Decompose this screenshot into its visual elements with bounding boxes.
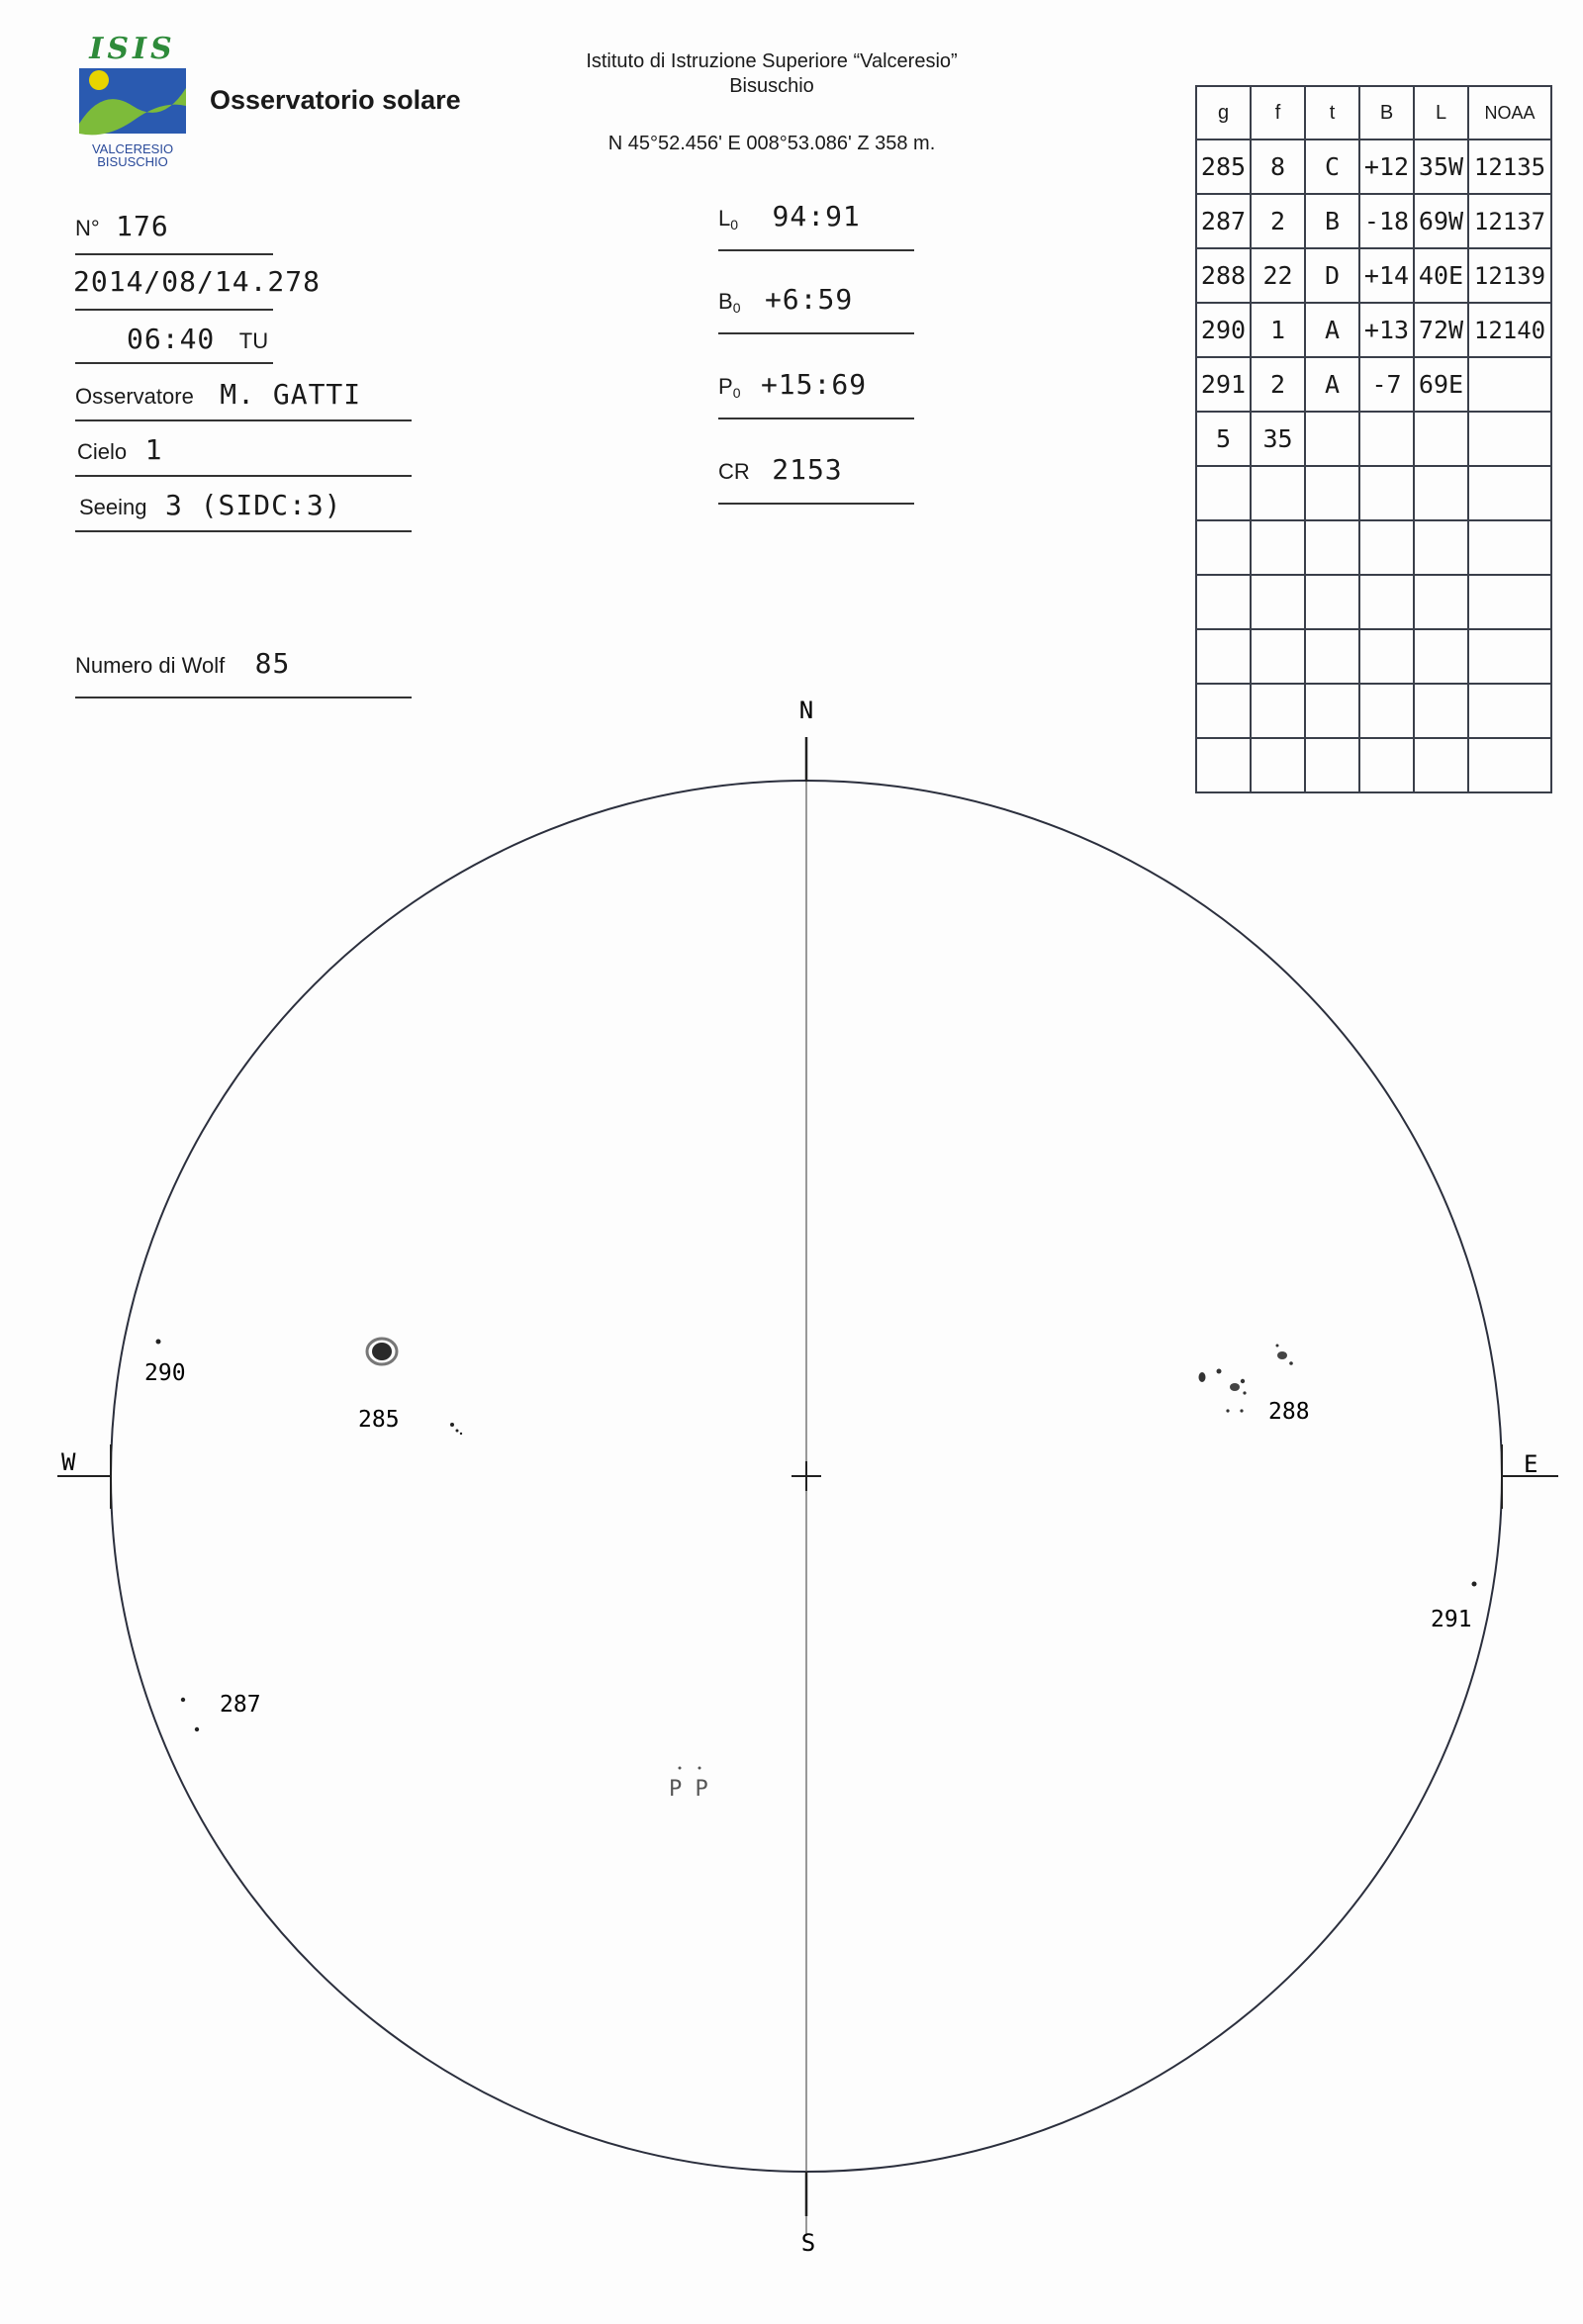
sky-value: 1	[144, 433, 163, 466]
table-cell: +13	[1359, 303, 1414, 357]
observatory-title: Osservatorio solare	[210, 85, 461, 115]
sunspot-288	[1226, 1409, 1229, 1412]
table-cell: 22	[1251, 248, 1305, 303]
b0-label: B	[718, 289, 733, 314]
table-cell: 2	[1251, 194, 1305, 248]
observation-number-label: N°	[75, 216, 100, 240]
sunspot-288	[1230, 1383, 1240, 1391]
group-label-285: 285	[358, 1407, 400, 1433]
seeing-label: Seeing	[79, 495, 147, 519]
table-cell: 1	[1251, 303, 1305, 357]
group-label-290: 290	[144, 1360, 186, 1386]
group-label-287: 287	[220, 1692, 261, 1718]
sunspot-288	[1241, 1379, 1245, 1383]
sky-label: Cielo	[77, 439, 128, 464]
table-cell: +12	[1359, 139, 1414, 194]
station-coordinates: N 45°52.456' E 008°53.086' Z 358 m.	[607, 133, 936, 154]
table-cell: 12139	[1468, 248, 1551, 303]
south-label: S	[800, 2229, 816, 2257]
group-label-291: 291	[1431, 1607, 1472, 1632]
p0-subscript: 0	[732, 385, 741, 402]
observation-date: 2014/08/14.278	[73, 265, 322, 298]
table-cell: 72W	[1414, 303, 1468, 357]
pp-mark-dot	[679, 1767, 682, 1770]
l0-subscript: 0	[730, 217, 739, 233]
wolf-value: 85	[254, 647, 291, 680]
table-cell: 5	[1196, 412, 1251, 466]
table-cell: A	[1305, 357, 1359, 412]
table-cell: 287	[1196, 194, 1251, 248]
sunspot-288	[1276, 1345, 1279, 1348]
sunspot-287-a	[181, 1698, 185, 1702]
table-cell: 12140	[1468, 303, 1551, 357]
seeing-value: 3 (SIDC:3)	[164, 489, 342, 521]
table-cell: C	[1305, 139, 1359, 194]
col-header-f: f	[1251, 86, 1305, 139]
table-cell: 12135	[1468, 139, 1551, 194]
sunspot-285-follower	[450, 1423, 454, 1427]
b0-value: +6:59	[764, 283, 854, 316]
table-cell: D	[1305, 248, 1359, 303]
table-cell: 2	[1251, 357, 1305, 412]
table-cell: 40E	[1414, 248, 1468, 303]
table-cell: B	[1305, 194, 1359, 248]
north-label: N	[798, 697, 814, 724]
pp-mark-dot	[698, 1767, 701, 1770]
table-cell: 35	[1251, 412, 1305, 466]
table-cell: 35W	[1414, 139, 1468, 194]
table-cell: +14	[1359, 248, 1414, 303]
east-label: E	[1524, 1450, 1538, 1478]
sunspot-288	[1217, 1369, 1222, 1374]
col-header-b: B	[1359, 86, 1414, 139]
carrington-label: CR	[718, 459, 750, 484]
sunspot-288	[1277, 1351, 1287, 1359]
wolf-label: Numero di Wolf	[75, 653, 226, 678]
observer-label: Osservatore	[75, 384, 194, 409]
sunspot-285-follower	[460, 1433, 462, 1435]
logo-subtitle: VALCERESIO BISUSCHIO	[91, 141, 174, 169]
col-header-t: t	[1305, 86, 1359, 139]
observer-value: M. GATTI	[220, 378, 362, 411]
col-header-l: L	[1414, 86, 1468, 139]
col-header-noaa: NOAA	[1468, 86, 1551, 139]
pp-label: P P	[669, 1777, 708, 1802]
l0-label: L	[718, 206, 731, 231]
table-cell: 291	[1196, 357, 1251, 412]
table-cell: 290	[1196, 303, 1251, 357]
sunspot-288	[1243, 1391, 1246, 1394]
b0-subscript: 0	[732, 300, 741, 317]
sunspot-285-follower	[456, 1430, 459, 1433]
table-cell: 285	[1196, 139, 1251, 194]
institute-town: Bisuschio	[729, 75, 814, 97]
table-cell: 69E	[1414, 357, 1468, 412]
p0-label: P	[718, 374, 733, 399]
table-cell: 288	[1196, 248, 1251, 303]
observation-number-value: 176	[116, 210, 169, 242]
table-cell: 12137	[1468, 194, 1551, 248]
sunspot-288	[1199, 1372, 1206, 1382]
p0-value: +15:69	[760, 368, 868, 401]
institute-name: Istituto di Istruzione Superiore “Valceresio”	[586, 50, 958, 72]
sunspot-285-main	[372, 1343, 392, 1360]
table-cell: 69W	[1414, 194, 1468, 248]
sunspot-288	[1240, 1409, 1243, 1412]
logo-wordmark: ISIS	[89, 32, 176, 66]
table-cell: A	[1305, 303, 1359, 357]
time-unit: TU	[238, 328, 269, 353]
sunspot-288	[1289, 1361, 1293, 1365]
west-label: W	[61, 1448, 76, 1476]
l0-value: 94:91	[772, 200, 861, 232]
carrington-value: 2153	[772, 453, 843, 486]
group-label-288: 288	[1268, 1399, 1310, 1425]
observation-time-value: 06:40	[127, 323, 216, 355]
table-cell: -18	[1359, 194, 1414, 248]
sunspot-291	[1472, 1582, 1477, 1587]
sunspot-290	[156, 1340, 161, 1345]
table-cell: -7	[1359, 357, 1414, 412]
col-header-g: g	[1196, 86, 1251, 139]
table-cell: 8	[1251, 139, 1305, 194]
sunspot-287-b	[195, 1727, 199, 1731]
